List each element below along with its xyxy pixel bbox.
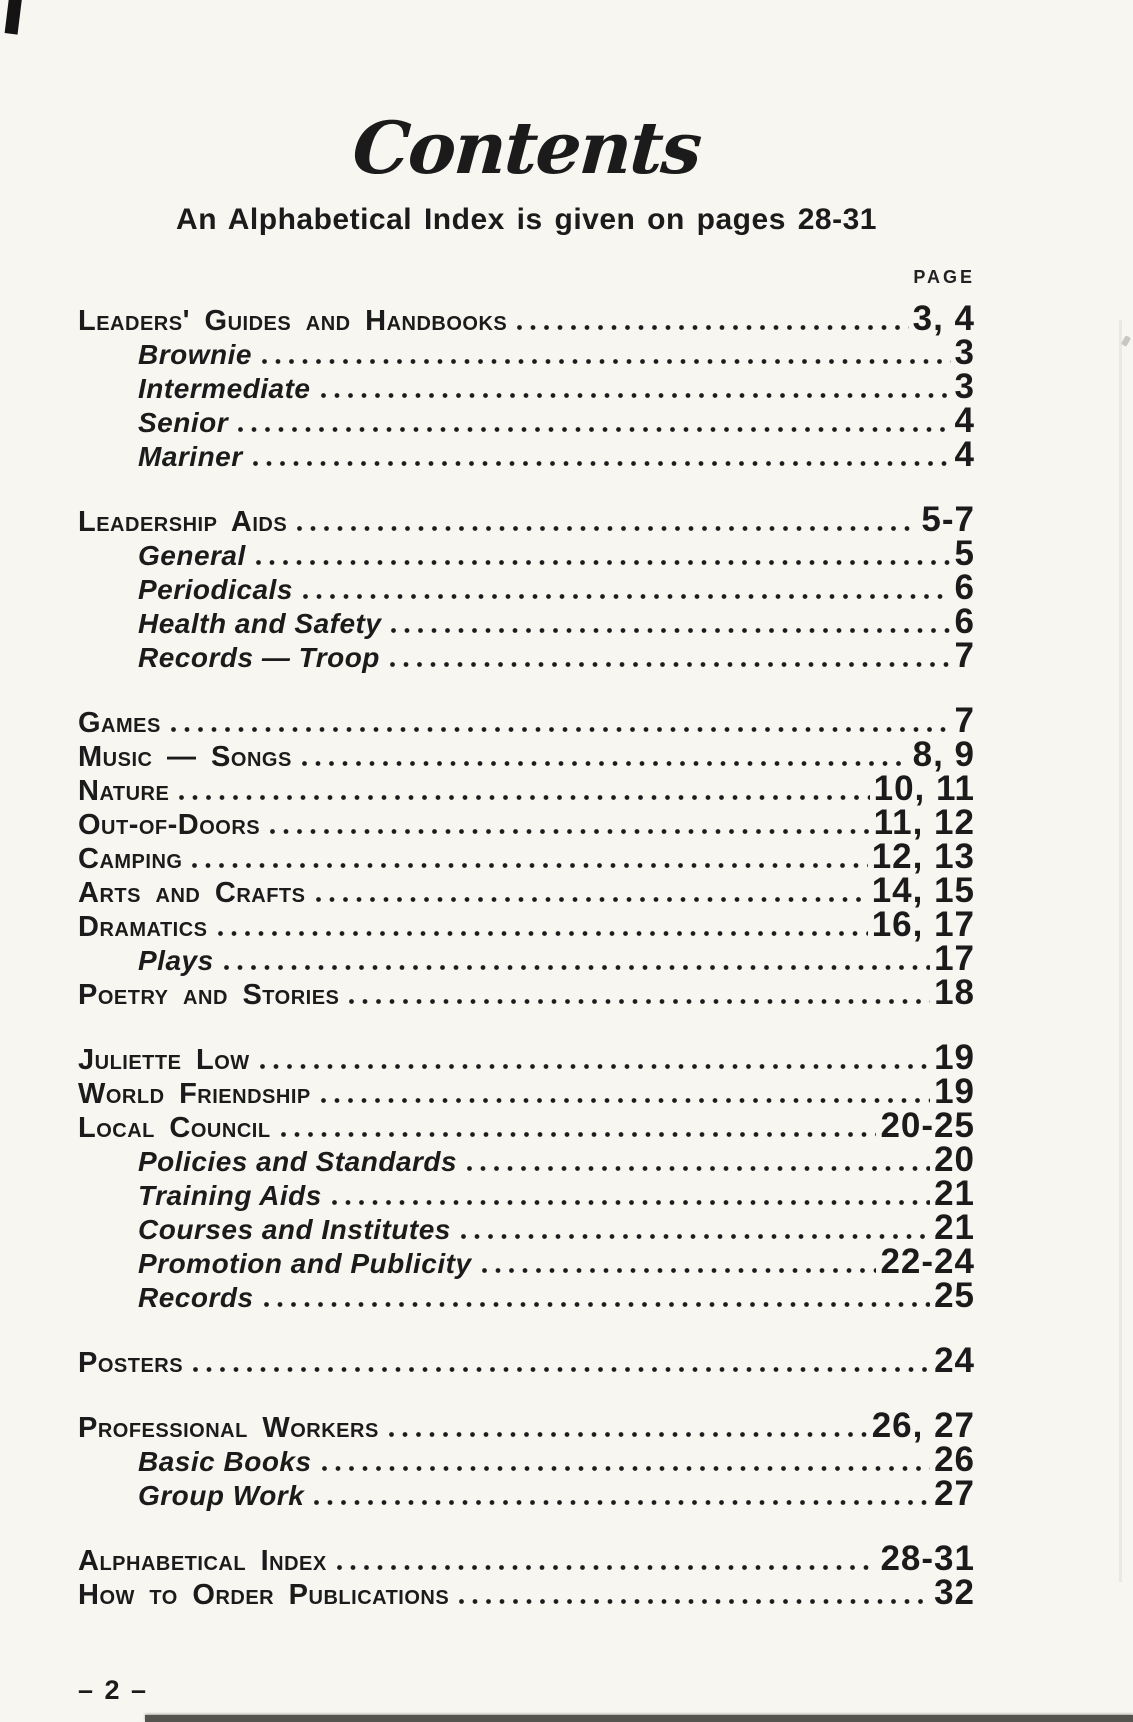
toc-list bbox=[78, 299, 975, 1613]
toc-row bbox=[78, 1072, 975, 1112]
toc-entry-page: 18 bbox=[934, 973, 975, 1013]
toc-entry-page: 32 bbox=[934, 1573, 975, 1613]
toc-row bbox=[78, 435, 975, 475]
toc-entry-label: How to Order Publications bbox=[78, 1579, 450, 1612]
toc-row bbox=[78, 534, 975, 574]
dot-leader bbox=[224, 965, 930, 970]
dot-leader bbox=[297, 526, 917, 531]
scan-artifact-right-line bbox=[1119, 320, 1122, 1582]
toc-row bbox=[78, 1140, 975, 1180]
toc-row bbox=[78, 299, 975, 339]
toc-entry-page: 14, 15 bbox=[871, 871, 975, 911]
toc-entry-label: Mariner bbox=[138, 441, 243, 473]
toc-entry-page: 17 bbox=[934, 939, 975, 979]
toc-entry-label: Leadership Aids bbox=[78, 506, 288, 539]
dot-leader bbox=[302, 761, 909, 766]
dot-leader bbox=[260, 1064, 930, 1069]
toc-entry-label: Music — Songs bbox=[78, 741, 292, 774]
toc-entry-label: Juliette Low bbox=[78, 1044, 250, 1077]
toc-row bbox=[78, 602, 975, 642]
toc-row bbox=[78, 333, 975, 373]
dot-leader bbox=[321, 1098, 930, 1103]
toc-entry-label: Periodicals bbox=[138, 574, 293, 606]
scan-artifact-bottom-band bbox=[145, 1715, 1133, 1722]
toc-content bbox=[78, 0, 975, 1613]
toc-entry-label: Plays bbox=[138, 945, 214, 977]
dot-leader bbox=[349, 999, 930, 1004]
dot-leader bbox=[218, 931, 868, 936]
dot-leader bbox=[270, 829, 869, 834]
dot-leader bbox=[264, 1302, 931, 1307]
dot-leader bbox=[253, 461, 951, 466]
toc-row bbox=[78, 1406, 975, 1446]
dot-leader bbox=[391, 628, 950, 633]
toc-entry-label: Local Council bbox=[78, 1112, 271, 1145]
dot-leader bbox=[321, 393, 951, 398]
dot-leader bbox=[262, 359, 951, 364]
toc-row bbox=[78, 803, 975, 843]
toc-entry-label: Games bbox=[78, 707, 161, 740]
toc-entry-label: Records bbox=[138, 1282, 254, 1314]
dot-leader bbox=[316, 897, 868, 902]
dot-leader bbox=[281, 1132, 877, 1137]
toc-entry-page: 11, 12 bbox=[873, 803, 975, 843]
toc-entry-label: Records — Troop bbox=[138, 642, 380, 674]
toc-entry-label: Training Aids bbox=[138, 1180, 322, 1212]
toc-row bbox=[78, 1106, 975, 1146]
toc-entry-page: 19 bbox=[934, 1038, 975, 1078]
toc-entry-page: 26 bbox=[934, 1440, 975, 1480]
toc-row bbox=[78, 1208, 975, 1248]
toc-entry-page: 19 bbox=[934, 1072, 975, 1112]
toc-entry-page: 16, 17 bbox=[871, 905, 975, 945]
toc-entry-label: Leaders' Guides and Handbooks bbox=[78, 305, 508, 338]
toc-entry-page: 12, 13 bbox=[871, 837, 975, 877]
toc-entry-label: Basic Books bbox=[138, 1446, 312, 1478]
toc-row bbox=[78, 735, 975, 775]
toc-row bbox=[78, 500, 975, 540]
toc-entry-label: Out-of-Doors bbox=[78, 809, 261, 842]
dot-leader bbox=[337, 1565, 877, 1570]
toc-row bbox=[78, 401, 975, 441]
dot-leader bbox=[332, 1200, 930, 1205]
dot-leader bbox=[171, 727, 951, 732]
toc-entry-page: 24 bbox=[934, 1341, 975, 1381]
toc-row bbox=[78, 1440, 975, 1480]
toc-entry-page: 7 bbox=[954, 636, 975, 676]
toc-entry-label: Camping bbox=[78, 843, 183, 876]
dot-leader bbox=[517, 325, 908, 330]
toc-entry-page: 10, 11 bbox=[873, 769, 975, 809]
toc-entry-page: 3, 4 bbox=[912, 299, 975, 339]
dot-leader bbox=[322, 1466, 930, 1471]
dot-leader bbox=[482, 1268, 877, 1273]
toc-entry-label: Poetry and Stories bbox=[78, 979, 340, 1012]
page-column-header: PAGE bbox=[913, 267, 975, 288]
toc-entry-label: Policies and Standards bbox=[138, 1146, 458, 1178]
dot-leader bbox=[467, 1166, 930, 1171]
scan-artifact-top-left bbox=[5, 0, 23, 35]
dot-leader bbox=[390, 662, 951, 667]
toc-entry-label: Alphabetical Index bbox=[78, 1545, 327, 1578]
dot-leader bbox=[179, 795, 869, 800]
toc-entry-label: Group Work bbox=[138, 1480, 305, 1512]
toc-row bbox=[78, 636, 975, 676]
toc-entry-page: 21 bbox=[934, 1208, 975, 1248]
toc-entry-page: 5-7 bbox=[921, 500, 975, 540]
toc-row bbox=[78, 939, 975, 979]
toc-row bbox=[78, 1276, 975, 1316]
toc-entry-page: 4 bbox=[954, 435, 975, 475]
toc-entry-label: Brownie bbox=[138, 339, 252, 371]
toc-entry-page: 6 bbox=[954, 602, 975, 642]
toc-entry-page: 3 bbox=[954, 367, 975, 407]
toc-entry-page: 22-24 bbox=[880, 1242, 975, 1282]
toc-entry-label: Nature bbox=[78, 775, 170, 808]
toc-entry-page: 3 bbox=[954, 333, 975, 373]
toc-row bbox=[78, 769, 975, 809]
toc-entry-page: 5 bbox=[954, 534, 975, 574]
toc-row bbox=[78, 568, 975, 608]
toc-row bbox=[78, 905, 975, 945]
folio-page-number: – 2 – bbox=[78, 1675, 149, 1705]
toc-entry-label: General bbox=[138, 540, 246, 572]
dot-leader bbox=[238, 427, 950, 432]
toc-entry-page: 20 bbox=[934, 1140, 975, 1180]
toc-entry-label: World Friendship bbox=[78, 1078, 311, 1111]
toc-row bbox=[78, 1341, 975, 1381]
toc-row bbox=[78, 1038, 975, 1078]
toc-row bbox=[78, 1573, 975, 1613]
toc-entry-label: Health and Safety bbox=[138, 608, 382, 640]
toc-entry-page: 25 bbox=[934, 1276, 975, 1316]
toc-entry-page: 4 bbox=[954, 401, 975, 441]
dot-leader bbox=[389, 1432, 868, 1437]
toc-row bbox=[78, 973, 975, 1013]
toc-entry-label: Posters bbox=[78, 1347, 184, 1380]
toc-row bbox=[78, 1539, 975, 1579]
toc-entry-page: 28-31 bbox=[880, 1539, 975, 1579]
toc-entry-page: 26, 27 bbox=[871, 1406, 975, 1446]
toc-entry-label: Intermediate bbox=[138, 373, 311, 405]
toc-entry-label: Courses and Institutes bbox=[138, 1214, 451, 1246]
dot-leader bbox=[303, 594, 951, 599]
toc-row bbox=[78, 837, 975, 877]
toc-entry-label: Professional Workers bbox=[78, 1412, 379, 1445]
toc-row bbox=[78, 1242, 975, 1282]
toc-entry-page: 6 bbox=[954, 568, 975, 608]
index-note: An Alphabetical Index is given on pages 28-31 bbox=[176, 203, 877, 237]
toc-entry-page: 27 bbox=[934, 1474, 975, 1514]
toc-row bbox=[78, 1474, 975, 1514]
toc-row bbox=[78, 701, 975, 741]
toc-entry-label: Senior bbox=[138, 407, 229, 439]
toc-entry-label: Arts and Crafts bbox=[78, 877, 306, 910]
toc-row bbox=[78, 1174, 975, 1214]
toc-entry-label: Dramatics bbox=[78, 911, 208, 944]
toc-entry-page: 21 bbox=[934, 1174, 975, 1214]
dot-leader bbox=[461, 1234, 930, 1239]
dot-leader bbox=[193, 1367, 930, 1372]
dot-leader bbox=[256, 560, 951, 565]
toc-entry-label: Promotion and Publicity bbox=[138, 1248, 472, 1280]
page-title: Contents bbox=[350, 105, 703, 190]
dot-leader bbox=[192, 863, 867, 868]
scan-artifact-speck bbox=[1121, 335, 1131, 347]
toc-entry-page: 7 bbox=[954, 701, 975, 741]
dot-leader bbox=[459, 1599, 930, 1604]
toc-entry-page: 8, 9 bbox=[912, 735, 975, 775]
toc-row bbox=[78, 871, 975, 911]
toc-row bbox=[78, 367, 975, 407]
toc-entry-page: 20-25 bbox=[880, 1106, 975, 1146]
dot-leader bbox=[314, 1500, 930, 1505]
